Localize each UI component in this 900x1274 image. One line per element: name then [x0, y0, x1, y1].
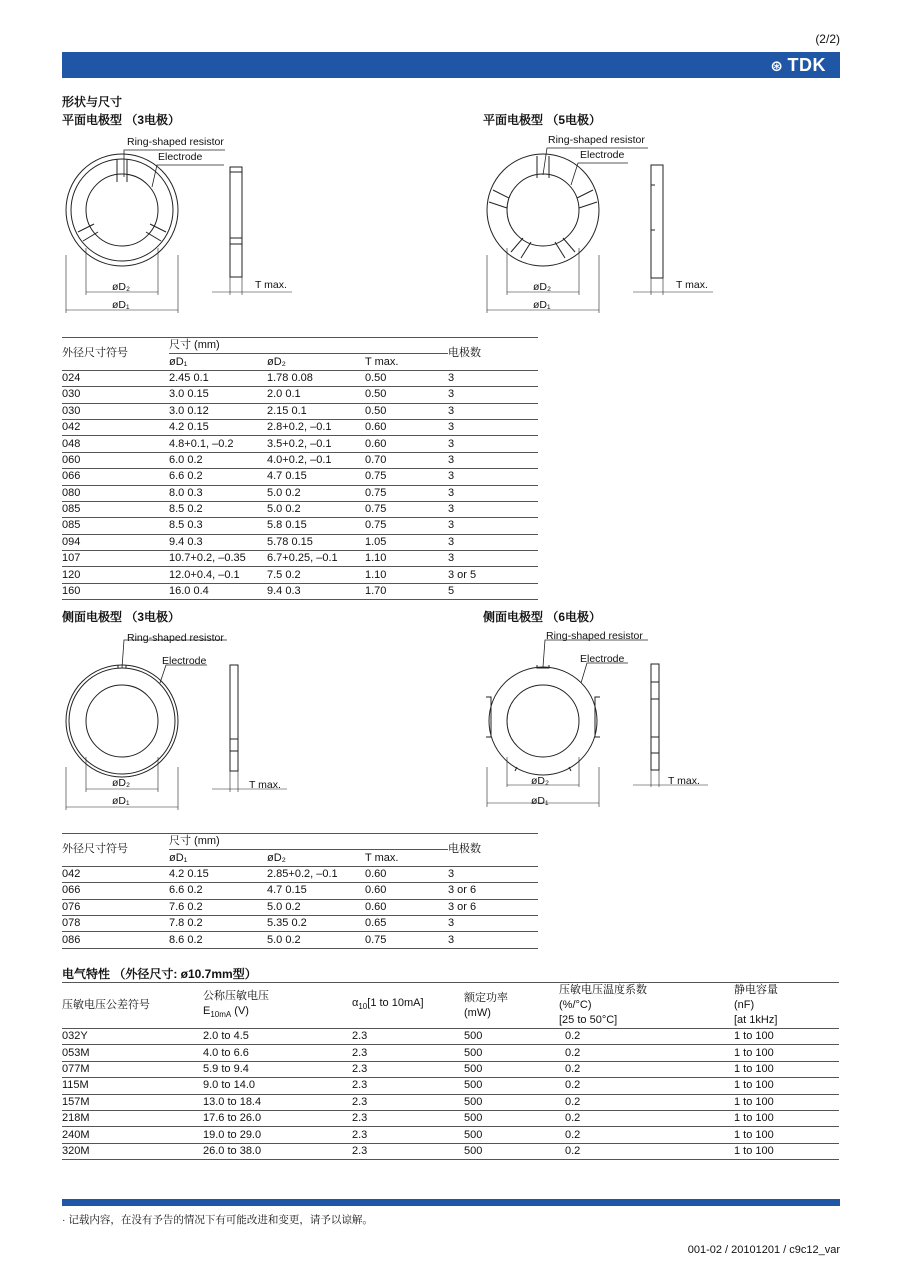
- table-cell: 6.6 0.2: [169, 470, 203, 483]
- side3-electrode-label: Electrode: [162, 655, 207, 667]
- table-cell: 0.60: [365, 900, 387, 913]
- table-cell: 9.0 to 14.0: [203, 1079, 255, 1092]
- table-cell: 085: [62, 503, 81, 516]
- table-cell: 115M: [62, 1079, 89, 1092]
- table-cell: 9.4 0.3: [267, 585, 301, 598]
- table-cell: 4.7 0.15: [267, 884, 307, 897]
- table-cell: 086: [62, 933, 81, 946]
- table-cell: 0.60: [365, 884, 387, 897]
- table-cell: 0.75: [365, 933, 387, 946]
- footnote: · 记载内容，在没有予告的情况下有可能改进和变更，请予以谅解。: [62, 1214, 373, 1226]
- table-cell: 3.5+0.2, –0.1: [267, 437, 332, 450]
- table-cell: 500: [464, 1079, 483, 1092]
- table-cell: 157M: [62, 1095, 90, 1108]
- table-cell: 500: [464, 1062, 483, 1075]
- table-cell: 7.8 0.2: [169, 917, 203, 930]
- col-capacitance: 静电容量 (nF) [at 1kHz]: [734, 984, 778, 1026]
- brand-logo: [770, 55, 826, 76]
- table-cell: 2.3: [352, 1046, 368, 1059]
- table-cell: 0.75: [365, 519, 387, 532]
- table-cell: 4.8+0.1, –0.2: [169, 437, 234, 450]
- table-cell: 2.15 0.1: [267, 404, 307, 417]
- table-cell: 120: [62, 568, 81, 581]
- table-row: [62, 370, 538, 386]
- table-cell: 0.70: [365, 453, 387, 466]
- flat5-title: 平面电极型 （5电极）: [483, 113, 602, 127]
- col-code: 外径尺寸符号: [62, 347, 128, 360]
- table-row: [62, 518, 538, 534]
- tdk-mark-icon: ⊛: [770, 58, 784, 75]
- flat3-title: 平面电极型 （3电极）: [62, 113, 181, 127]
- table-cell: 3: [448, 404, 455, 417]
- table-cell: 1.05: [365, 535, 387, 548]
- table-cell: 1 to 100: [734, 1095, 774, 1108]
- table-cell: 4.2 0.15: [169, 421, 209, 434]
- table-row: [62, 583, 538, 599]
- footer-bar: [62, 1199, 840, 1206]
- table-cell: 1 to 100: [734, 1144, 774, 1157]
- table-cell: 0.75: [365, 470, 387, 483]
- table-cell: 5.9 to 9.4: [203, 1062, 249, 1075]
- flat3-ring-label: Ring-shaped resistor: [127, 136, 224, 148]
- table-cell: 048: [62, 437, 81, 450]
- col-dim: 尺寸 (mm): [169, 338, 448, 354]
- table-cell: 2.3: [352, 1128, 368, 1141]
- col-temp-coef: 压敏电压温度系数 (%/°C) [25 to 50°C]: [559, 984, 647, 1026]
- table-cell: 26.0 to 38.0: [203, 1144, 262, 1157]
- table-row: [62, 436, 538, 452]
- table-cell: 3: [448, 437, 455, 450]
- table-cell: 1 to 100: [734, 1062, 774, 1075]
- table-cell: 500: [464, 1144, 483, 1157]
- table-cell: 19.0 to 29.0: [203, 1128, 262, 1141]
- table-cell: 7.5 0.2: [267, 568, 301, 581]
- table-cell: 0.50: [365, 371, 387, 384]
- table-cell: 0.50: [365, 404, 387, 417]
- table-cell: 3: [448, 503, 455, 516]
- table-cell: 1 to 100: [734, 1046, 774, 1059]
- table-cell: 5.0 0.2: [267, 486, 301, 499]
- col-power: 额定功率 (mW): [464, 991, 508, 1019]
- table-cell: 17.6 to 26.0: [203, 1112, 262, 1125]
- table-row: [62, 501, 538, 517]
- table-cell: 042: [62, 867, 81, 880]
- table-cell: 080: [62, 486, 81, 499]
- table-cell: 4.0+0.2, –0.1: [267, 453, 332, 466]
- side3-title: 侧面电极型 （3电极）: [62, 610, 181, 624]
- table-row: [62, 915, 538, 931]
- table-cell: 3: [448, 470, 455, 483]
- table-row: [62, 1094, 839, 1110]
- table-cell: 3: [448, 371, 455, 384]
- table-cell: 8.6 0.2: [169, 933, 203, 946]
- table-cell: 060: [62, 453, 81, 466]
- table-cell: 3: [448, 552, 455, 565]
- table-cell: 0.2: [565, 1062, 581, 1075]
- electrical-table: [62, 982, 839, 1160]
- col-code: 外径尺寸符号: [62, 843, 128, 856]
- table-cell: 030: [62, 404, 81, 417]
- page-number: (2/2): [815, 32, 840, 46]
- col-d1: øD₁: [169, 851, 188, 864]
- table-cell: 2.3: [352, 1144, 368, 1157]
- table-cell: 0.50: [365, 388, 387, 401]
- table-row: [62, 567, 538, 583]
- table-cell: 500: [464, 1112, 483, 1125]
- dimension-table-flat: [62, 337, 538, 600]
- table-row: [62, 403, 538, 419]
- side3-d1-label: øD₁: [112, 795, 130, 807]
- table-cell: 1.10: [365, 552, 387, 565]
- table-row: [62, 485, 538, 501]
- table-row: [62, 1110, 839, 1126]
- table-cell: 16.0 0.4: [169, 585, 209, 598]
- table-cell: 5.35 0.2: [267, 917, 307, 930]
- table-cell: 1 to 100: [734, 1079, 774, 1092]
- document-code: 001-02 / 20101201 / c9c12_var: [687, 1244, 840, 1256]
- table-cell: 078: [62, 917, 81, 930]
- table-cell: 500: [464, 1095, 483, 1108]
- table-cell: 2.3: [352, 1079, 368, 1092]
- table-cell: 032Y: [62, 1030, 88, 1043]
- flat3-electrode-label: Electrode: [158, 151, 203, 163]
- flat5-t-label: T max.: [676, 279, 708, 291]
- table-cell: 6.0 0.2: [169, 453, 203, 466]
- table-cell: 2.3: [352, 1095, 368, 1108]
- table-cell: 3: [448, 453, 455, 466]
- table-cell: 8.5 0.2: [169, 503, 203, 516]
- col-dim: 尺寸 (mm): [169, 834, 448, 850]
- side6-d1-label: øD₁: [531, 795, 549, 807]
- table-cell: 094: [62, 535, 81, 548]
- table-cell: 6.6 0.2: [169, 884, 203, 897]
- table-cell: 7.6 0.2: [169, 900, 203, 913]
- table-cell: 0.2: [565, 1112, 581, 1125]
- col-alpha: $\alpha_{10}[1$ to 10mA]: [352, 997, 424, 1012]
- section-title: 形状与尺寸: [62, 95, 123, 109]
- table-cell: 0.60: [365, 421, 387, 434]
- table-cell: 3: [448, 535, 455, 548]
- table-row: [62, 1029, 839, 1045]
- table-cell: 1 to 100: [734, 1030, 774, 1043]
- table-cell: 2.8+0.2, –0.1: [267, 421, 332, 434]
- table-cell: 1 to 100: [734, 1128, 774, 1141]
- side3-d2-label: øD₂: [112, 777, 131, 789]
- side3-t-label: T max.: [249, 779, 281, 791]
- table-cell: 0.2: [565, 1128, 581, 1141]
- table-cell: 2.3: [352, 1062, 368, 1075]
- table-row: [62, 452, 538, 468]
- table-cell: 3: [448, 388, 455, 401]
- table-cell: 3 or 6: [448, 900, 477, 913]
- table-row: [62, 419, 538, 435]
- side6-electrode-label: Electrode: [580, 653, 625, 665]
- table-cell: 8.0 0.3: [169, 486, 203, 499]
- table-cell: 5.0 0.2: [267, 503, 301, 516]
- col-n: 电极数: [448, 843, 481, 856]
- table-cell: 4.2 0.15: [169, 867, 209, 880]
- table-cell: 085: [62, 519, 81, 532]
- flat3-d2-label: øD₂: [112, 281, 131, 293]
- table-cell: 3.0 0.12: [169, 404, 209, 417]
- table-cell: 0.2: [565, 1079, 581, 1092]
- table-cell: 5.0 0.2: [267, 900, 301, 913]
- table-cell: 10.7+0.2, –0.35: [169, 552, 246, 565]
- col-varistor-code: 压敏电压公差符号: [62, 999, 150, 1011]
- table-cell: 1.10: [365, 568, 387, 581]
- table-row: [62, 1127, 839, 1143]
- side6-ring-label: Ring-shaped resistor: [546, 630, 643, 642]
- table-cell: 13.0 to 18.4: [203, 1095, 262, 1108]
- table-cell: 2.0 to 4.5: [203, 1030, 249, 1043]
- elec-title: 电气特性 （外径尺寸: ø10.7mm型）: [62, 967, 257, 981]
- table-cell: 066: [62, 470, 81, 483]
- col-d2: øD₂: [267, 851, 286, 864]
- col-t: T max.: [365, 851, 399, 864]
- table-cell: 1.78 0.08: [267, 371, 313, 384]
- table-row: [62, 534, 538, 550]
- flat5-d2-label: øD₂: [533, 281, 552, 293]
- header-bar: [62, 52, 840, 78]
- col-d2: øD₂: [267, 355, 286, 368]
- table-row: [62, 899, 538, 915]
- flat5-d1-label: øD₁: [533, 299, 551, 311]
- table-cell: 053M: [62, 1046, 90, 1059]
- table-cell: 6.7+0.25, –0.1: [267, 552, 338, 565]
- table-cell: 320M: [62, 1144, 90, 1157]
- table-cell: 1.70: [365, 585, 387, 598]
- dimension-table-side: [62, 833, 538, 949]
- table-cell: 500: [464, 1046, 483, 1059]
- table-cell: 0.2: [565, 1144, 581, 1157]
- side6-t-label: T max.: [668, 775, 700, 787]
- table-cell: 042: [62, 421, 81, 434]
- table-cell: 030: [62, 388, 81, 401]
- table-cell: 0.75: [365, 503, 387, 516]
- col-t: T max.: [365, 355, 399, 368]
- table-cell: 0.2: [565, 1095, 581, 1108]
- table-row: [62, 932, 538, 948]
- table-cell: 0.60: [365, 437, 387, 450]
- table-cell: 5.0 0.2: [267, 933, 301, 946]
- table-cell: 0.60: [365, 867, 387, 880]
- side6-d2-label: øD₂: [531, 775, 550, 787]
- table-cell: 3: [448, 486, 455, 499]
- table-cell: 2.85+0.2, –0.1: [267, 867, 338, 880]
- table-row: [62, 883, 538, 899]
- brand-name: TDK: [787, 55, 826, 75]
- table-cell: 4.7 0.15: [267, 470, 307, 483]
- table-row: [62, 551, 538, 567]
- col-nominal-voltage: 公称压敏电压 $E_{10mA}$ (V): [203, 989, 269, 1020]
- table-cell: 3 or 5: [448, 568, 477, 581]
- table-cell: 2.0 0.1: [267, 388, 301, 401]
- table-cell: 4.0 to 6.6: [203, 1046, 249, 1059]
- table-cell: 8.5 0.3: [169, 519, 203, 532]
- table-cell: 0.2: [565, 1046, 581, 1059]
- table-cell: 077M: [62, 1062, 90, 1075]
- table-cell: 2.3: [352, 1030, 368, 1043]
- table-cell: 218M: [62, 1112, 90, 1125]
- table-cell: 3: [448, 519, 455, 532]
- table-cell: 12.0+0.4, –0.1: [169, 568, 240, 581]
- side6-title: 侧面电极型 （6电极）: [483, 610, 602, 624]
- table-cell: 0.2: [565, 1030, 581, 1043]
- table-cell: 5.8 0.15: [267, 519, 307, 532]
- table-cell: 107: [62, 552, 81, 565]
- table-row: [62, 387, 538, 403]
- table-cell: 160: [62, 585, 81, 598]
- table-cell: 5.78 0.15: [267, 535, 313, 548]
- table-row: [62, 469, 538, 485]
- table-cell: 5: [448, 585, 455, 598]
- table-cell: 240M: [62, 1128, 90, 1141]
- table-row: [62, 866, 538, 882]
- table-cell: 1 to 100: [734, 1112, 774, 1125]
- table-cell: 3 or 6: [448, 884, 477, 897]
- table-row: [62, 1078, 839, 1094]
- table-cell: 0.65: [365, 917, 387, 930]
- flat3-t-label: T max.: [255, 279, 287, 291]
- col-n: 电极数: [448, 347, 481, 360]
- table-cell: 0.75: [365, 486, 387, 499]
- table-cell: 9.4 0.3: [169, 535, 203, 548]
- table-cell: 500: [464, 1128, 483, 1141]
- table-cell: 3.0 0.15: [169, 388, 209, 401]
- table-cell: 3: [448, 917, 455, 930]
- table-row: [62, 1061, 839, 1077]
- col-d1: øD₁: [169, 355, 188, 368]
- table-cell: 500: [464, 1030, 483, 1043]
- flat5-electrode-label: Electrode: [580, 149, 625, 161]
- table-cell: 076: [62, 900, 81, 913]
- table-cell: 3: [448, 933, 455, 946]
- table-cell: 024: [62, 371, 81, 384]
- table-cell: 3: [448, 421, 455, 434]
- flat5-ring-label: Ring-shaped resistor: [548, 134, 645, 146]
- table-row: [62, 1045, 839, 1061]
- table-row: [62, 1143, 839, 1159]
- table-cell: 2.3: [352, 1112, 368, 1125]
- table-cell: 2.45 0.1: [169, 371, 209, 384]
- side3-ring-label: Ring-shaped resistor: [127, 632, 224, 644]
- table-cell: 066: [62, 884, 81, 897]
- flat3-d1-label: øD₁: [112, 299, 130, 311]
- table-cell: 3: [448, 867, 455, 880]
